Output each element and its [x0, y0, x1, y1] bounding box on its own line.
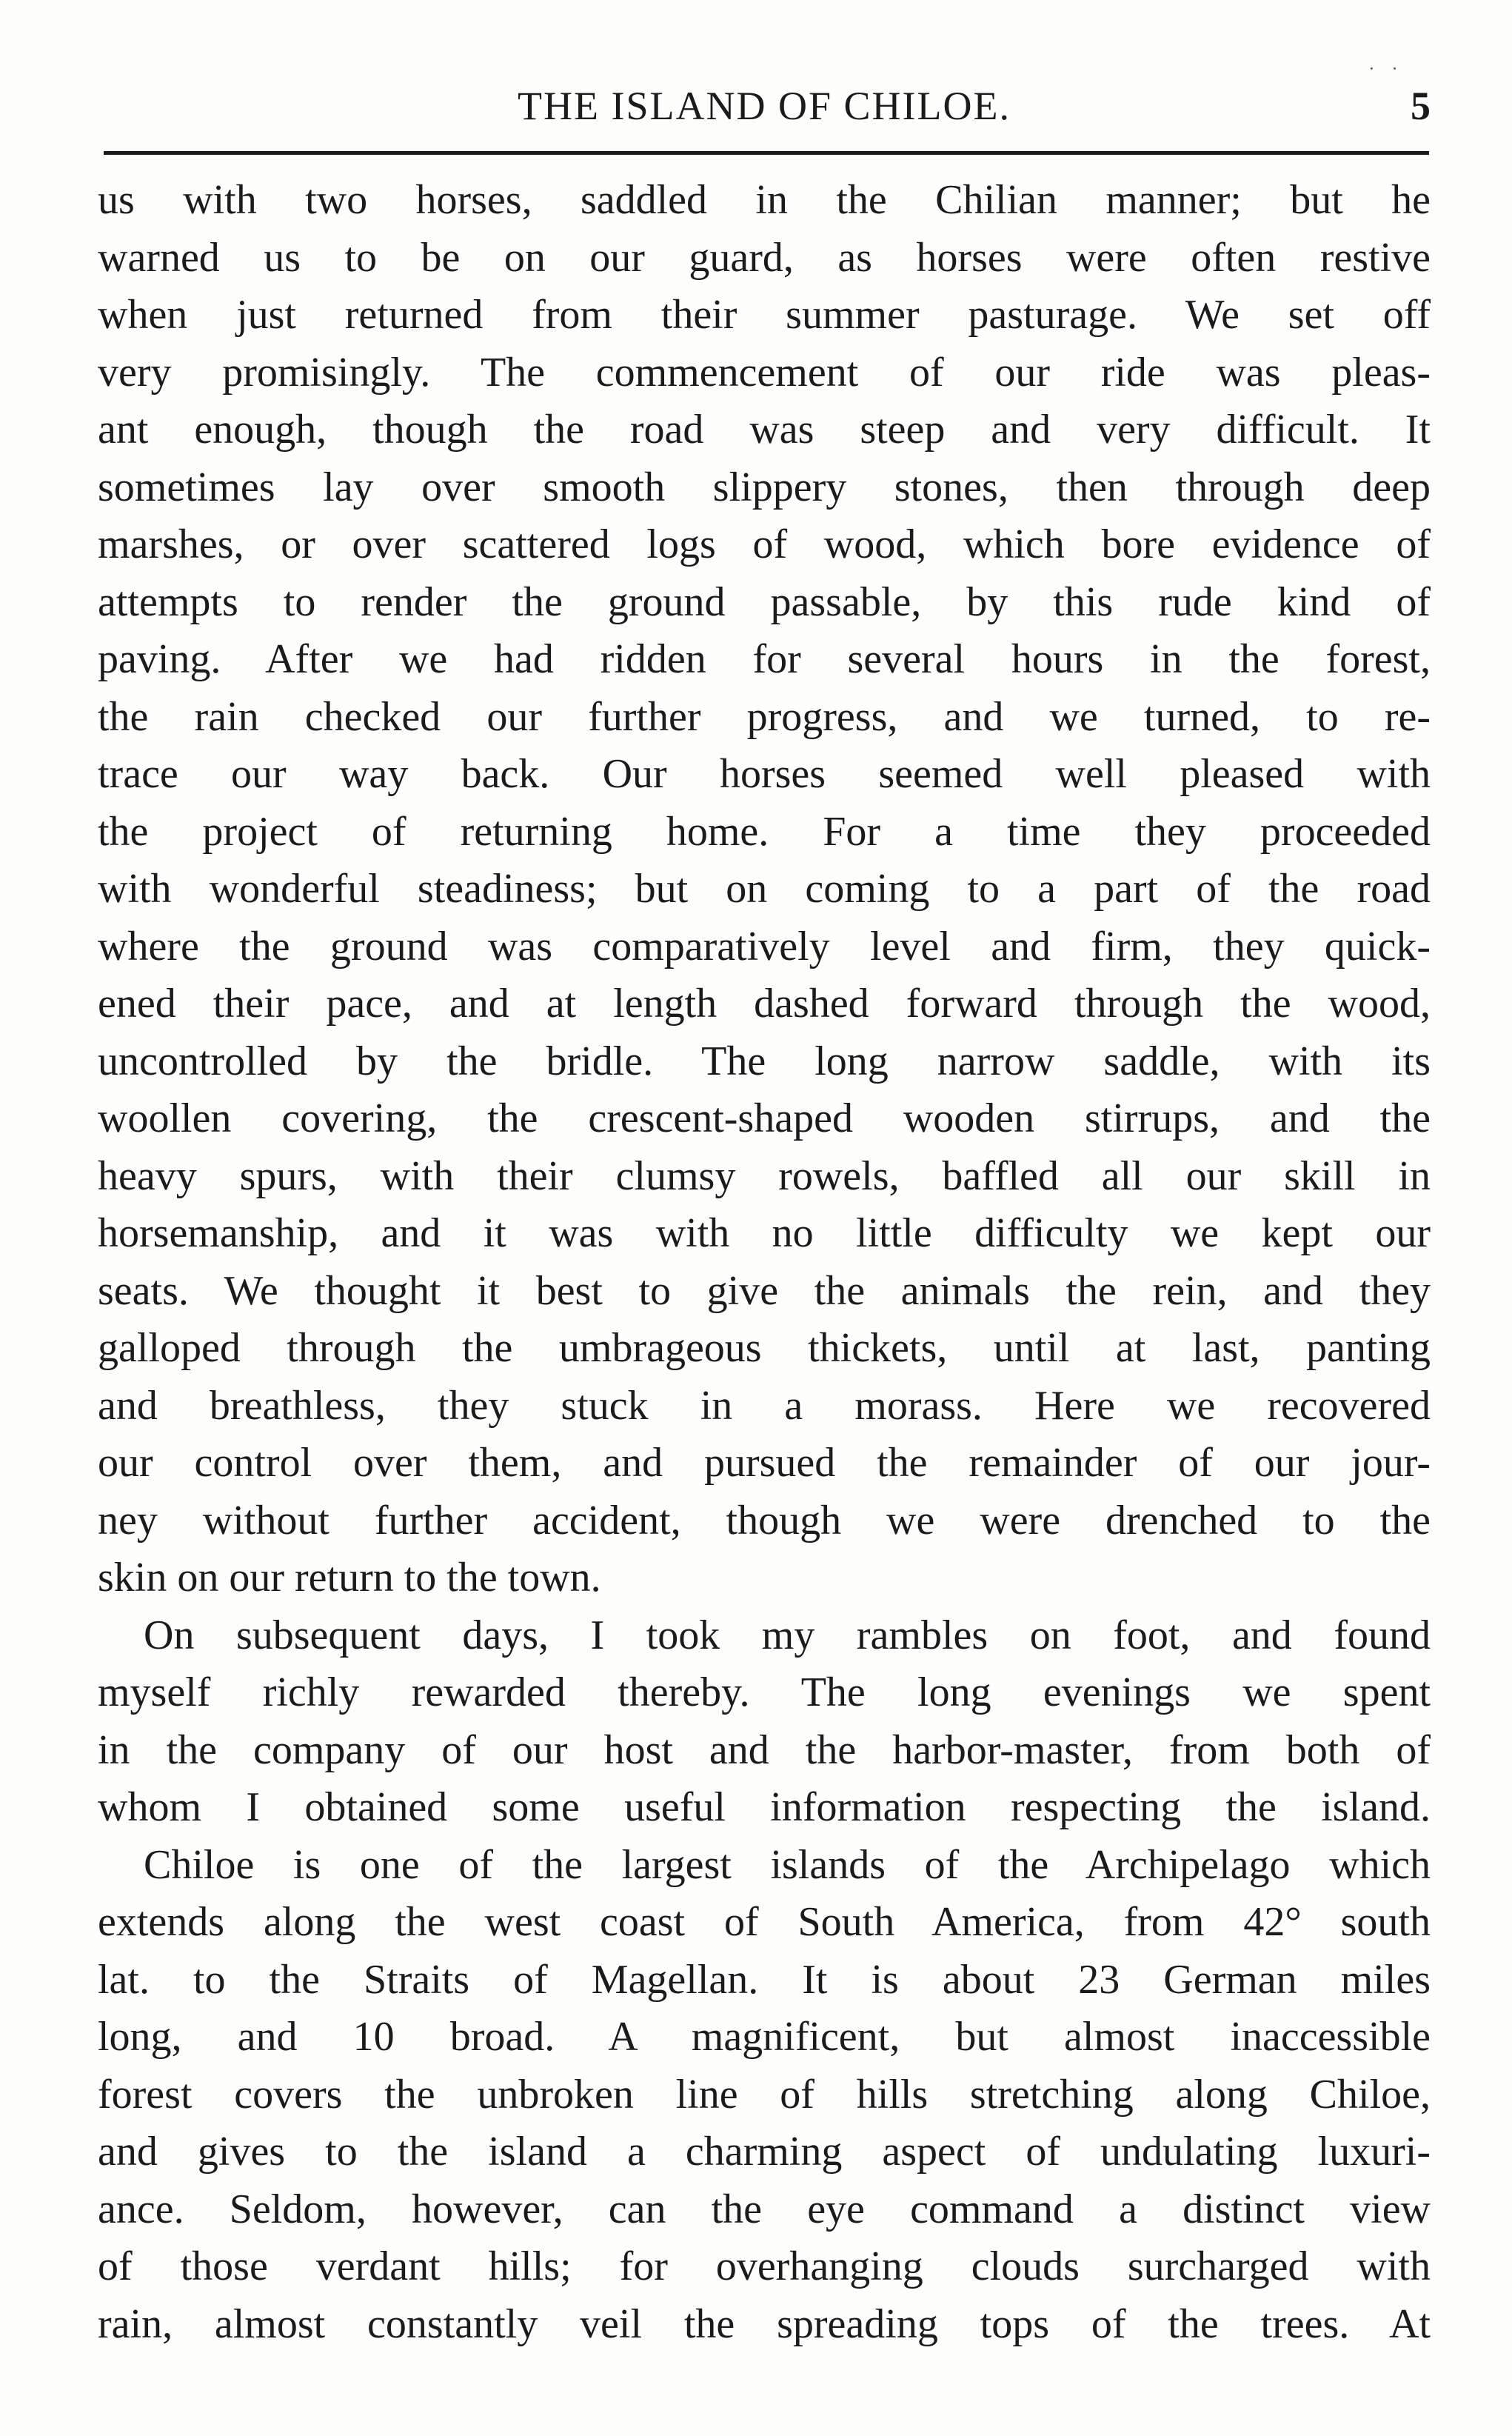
text-line: heavy spurs, with their clumsy rowels, baffled all our skill in	[98, 1152, 1431, 1199]
text-line: uncontrolled by the bridle. The long narrow saddle, with its	[98, 1038, 1431, 1084]
text-line: when just returned from their summer pasturage. We set off	[98, 292, 1431, 338]
text-line: horsemanship, and it was with no little difficulty we kept our	[98, 1210, 1431, 1256]
text-line: and breathless, they stuck in a morass. Here we recovered	[98, 1382, 1431, 1429]
text-line: attempts to render the ground passable, by this rude kind of	[98, 578, 1431, 625]
text-line: long, and 10 broad. A magnificent, but almost inaccessible	[98, 2014, 1431, 2060]
body-text	[98, 172, 1431, 2353]
page-speck: · ·	[1368, 58, 1404, 79]
paragraph-start-line: On subsequent days, I took my rambles on foot, and found	[144, 1612, 1431, 1658]
paragraph-end-line: skin on our return to the town.	[98, 1555, 601, 1601]
header-rule	[104, 151, 1429, 155]
text-line: ened their pace, and at length dashed forward through the wood,	[98, 981, 1431, 1027]
running-title: THE ISLAND OF CHILOE.	[518, 84, 1011, 128]
text-line: lat. to the Straits of Magellan. It is about 23 German miles	[98, 1956, 1431, 2003]
text-line: of those verdant hills; for overhanging clouds surcharged with	[98, 2243, 1431, 2289]
running-head	[98, 80, 1431, 132]
text-line: our control over them, and pursued the remainder of our jour-	[98, 1440, 1431, 1486]
text-line: ant enough, though the road was steep and very difficult. It	[98, 407, 1431, 453]
paragraph-start-line: Chiloe is one of the largest islands of the Archipelago which	[144, 1841, 1431, 1888]
text-line: ney without further accident, though we were drenched to the	[98, 1497, 1431, 1544]
text-line: ance. Seldom, however, can the eye command a distinct view	[98, 2186, 1431, 2232]
text-line: seats. We thought it best to give the animals the rein, and they	[98, 1267, 1431, 1314]
text-line: marshes, or over scattered logs of wood, which bore evidence of	[98, 521, 1431, 567]
text-line: rain, almost constantly veil the spreading tops of the trees. At	[98, 2300, 1431, 2347]
text-line: and gives to the island a charming aspect of undulating luxuri-	[98, 2129, 1431, 2175]
text-line: whom I obtained some useful information respecting the island.	[98, 1784, 1431, 1830]
text-line: the project of returning home. For a time they proceeded	[98, 808, 1431, 855]
text-line: where the ground was comparatively level and firm, they quick-	[98, 923, 1431, 970]
text-line: woollen covering, the crescent-shaped wooden stirrups, and the	[98, 1095, 1431, 1141]
text-line: sometimes lay over smooth slippery stones, then through deep	[98, 464, 1431, 510]
text-line: very promisingly. The commencement of our ride was pleas-	[98, 349, 1431, 396]
text-line: extends along the west coast of South America, from 42° south	[98, 1899, 1431, 1945]
text-line: galloped through the umbrageous thickets, until at last, panting	[98, 1325, 1431, 1371]
text-line: warned us to be on our guard, as horses were often restive	[98, 234, 1431, 281]
text-line: trace our way back. Our horses seemed well pleased with	[98, 751, 1431, 797]
text-line: myself richly rewarded thereby. The long evenings we spent	[98, 1669, 1431, 1715]
text-line: us with two horses, saddled in the Chilian manner; but he	[98, 177, 1431, 223]
page-number: 5	[1411, 84, 1431, 128]
text-line: paving. After we had ridden for several hours in the forest,	[98, 636, 1431, 682]
text-line: with wonderful steadiness; but on coming to a part of the road	[98, 866, 1431, 912]
text-line: in the company of our host and the harbor-master, from both of	[98, 1726, 1431, 1773]
text-line: forest covers the unbroken line of hills stretching along Chiloe,	[98, 2071, 1431, 2118]
text-line: the rain checked our further progress, and we turned, to re-	[98, 693, 1431, 740]
